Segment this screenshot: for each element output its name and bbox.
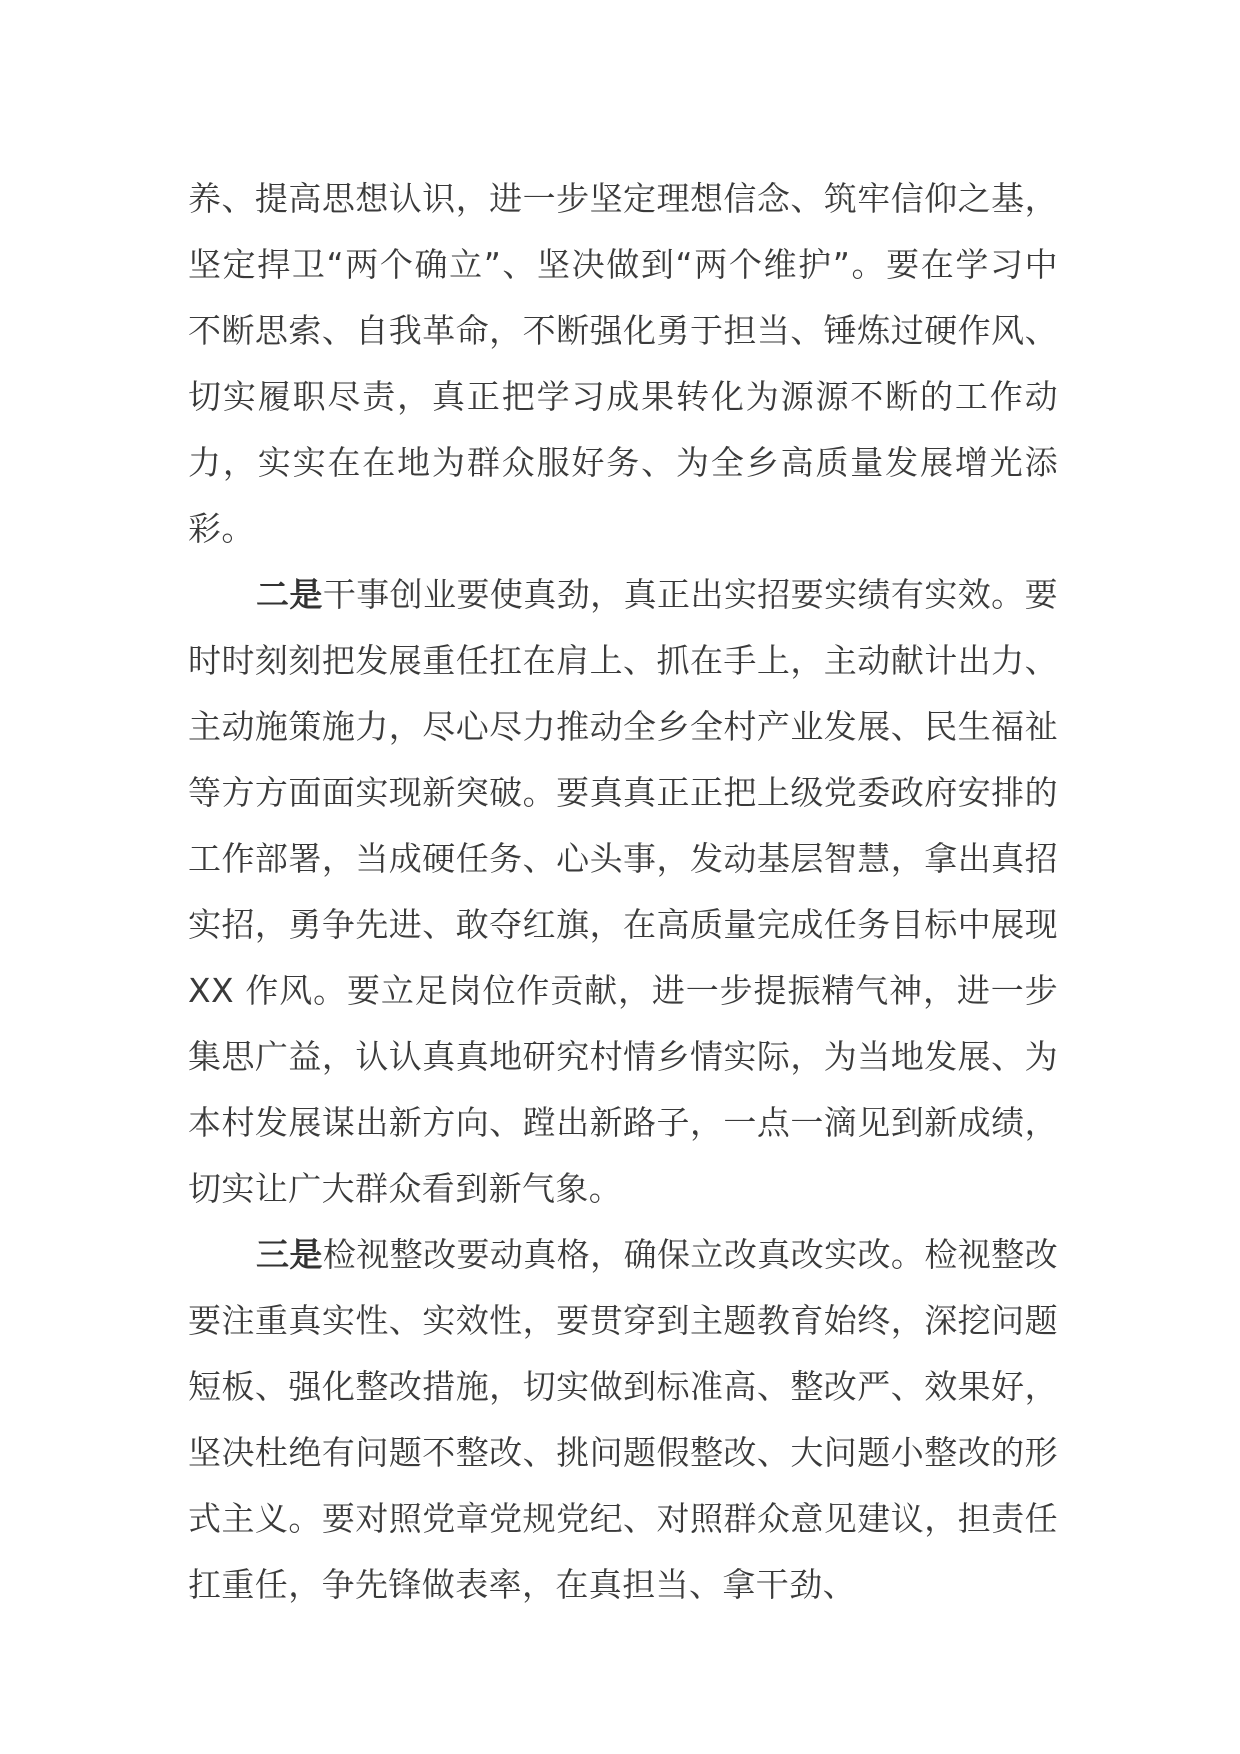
document-body [188, 166, 1058, 1618]
paragraph-lead: 二是 [256, 575, 323, 614]
paragraph-text: 养、提高思想认识，进一步坚定理想信念、筑牢信仰之基，坚定捍卫“两个确立”、坚决做到“两个维护”。要在学习中不断思索、自我革命，不断强化勇于担当、锤炼过硬作风、切实履职尽责，真正把学习成果转化为源源不断的工作动力，实实在在地为群众服好务、为全乡高质量发展增光添彩。 [188, 179, 1058, 548]
paragraph-point-three [188, 1222, 1058, 1618]
paragraph-text: 检视整改要动真格，确保立改真改实改。检视整改要注重真实性、实效性，要贯穿到主题教育始终，深挖问题短板、强化整改措施，切实做到标准高、整改严、效果好，坚决杜绝有问题不整改、挑问题假整改、大问题小整改的形式主义。要对照党章党规党纪、对照群众意见建议，担责任扛重任，争先锋做表率，在真担当、拿干劲、 [188, 1235, 1058, 1604]
paragraph-lead: 三是 [256, 1235, 323, 1274]
paragraph-point-two [188, 562, 1058, 1222]
paragraph-continuation [188, 166, 1058, 562]
paragraph-text: 干事创业要使真劲，真正出实招要实绩有实效。要时时刻刻把发展重任扛在肩上、抓在手上，主动献计出力、主动施策施力，尽心尽力推动全乡全村产业发展、民生福祉等方方面面实现新突破。要真真正正把上级党委政府安排的工作部署，当成硬任务、心头事，发动基层智慧，拿出真招实招，勇争先进、敢夺红旗，在高质量完成任务目标中展现 XX 作风。要立足岗位作贡献，进一步提振精气神，进一步集思广益，认认真真地研究村情乡情实际，为当地发展、为本村发展谋出新方向、蹚出新路子，一点一滴见到新成绩，切实让广大群众看到新气象。 [188, 575, 1058, 1208]
